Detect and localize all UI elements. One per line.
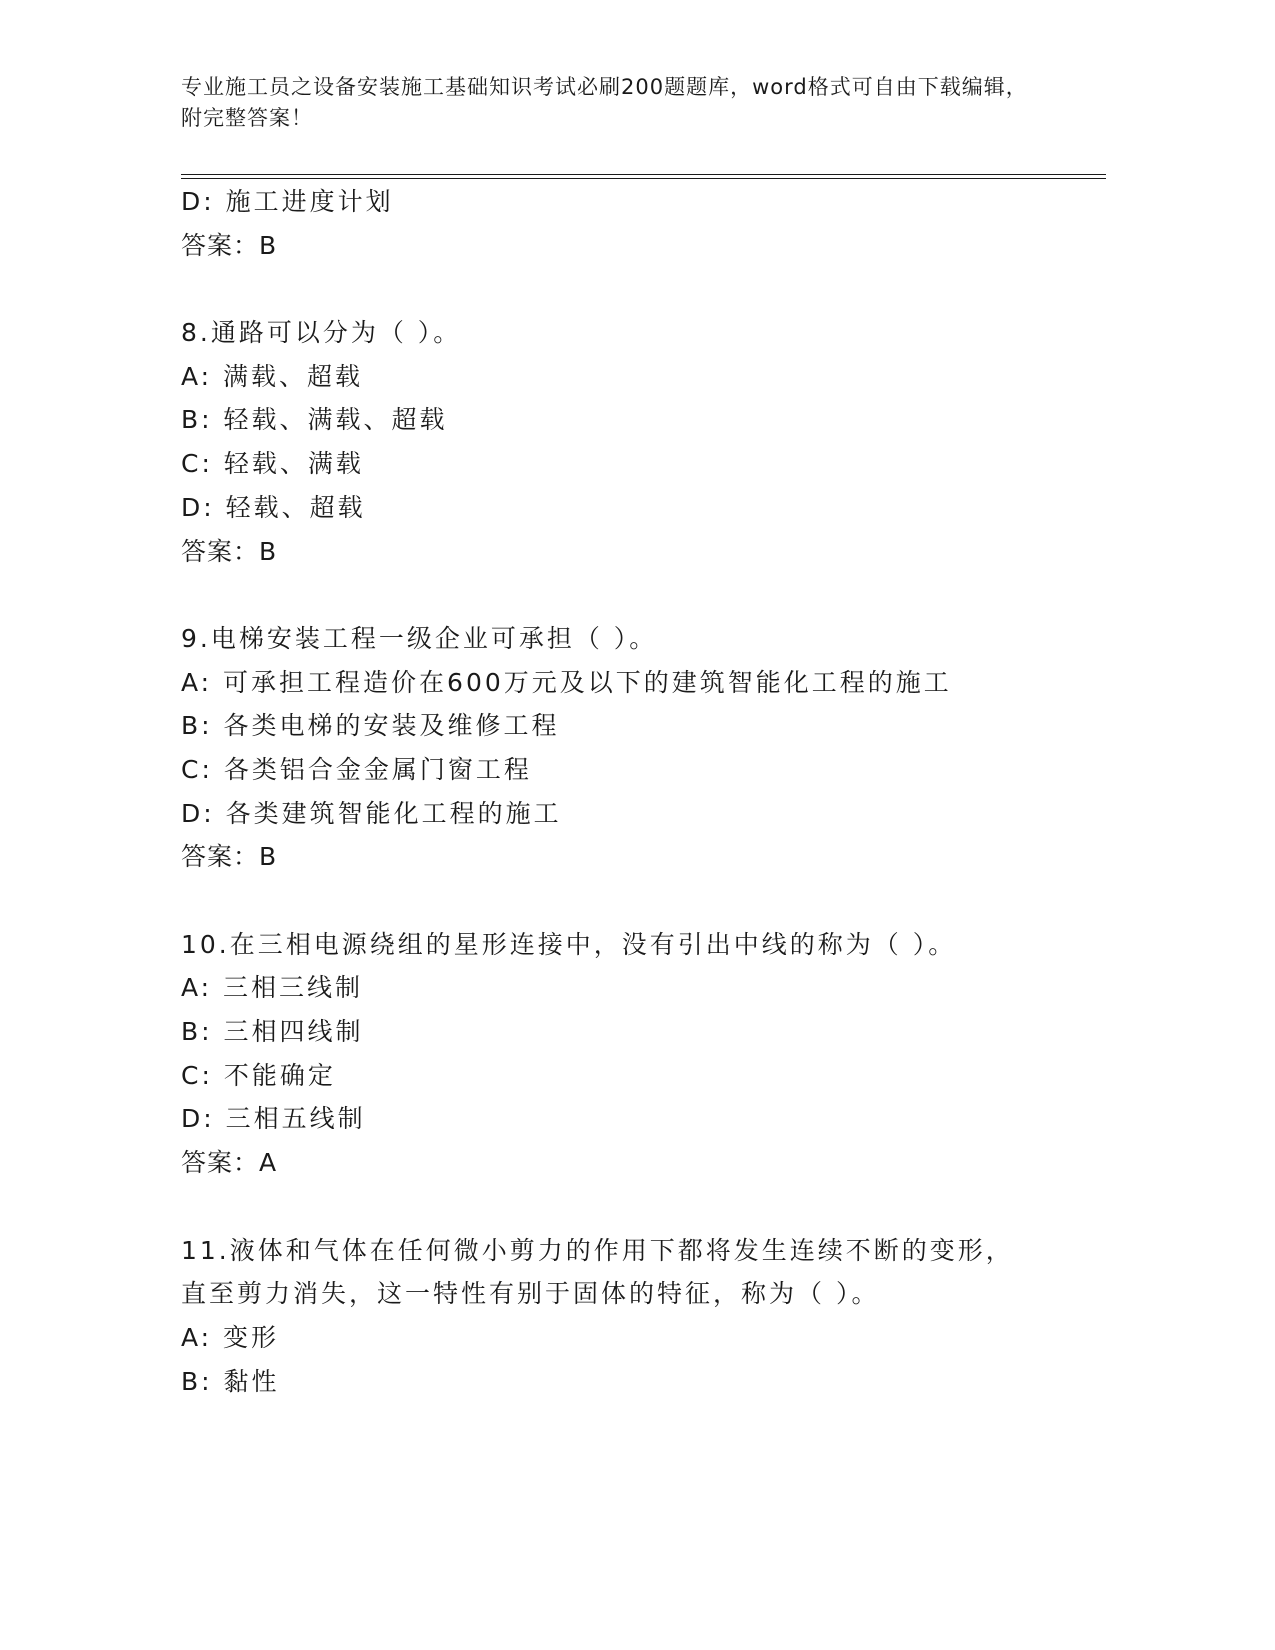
option-d: D: 三相五线制 <box>181 1104 366 1134</box>
spacer <box>181 573 1081 617</box>
spacer <box>181 879 1081 923</box>
answer: 答案：B <box>181 536 278 566</box>
option-d: D: 各类建筑智能化工程的施工 <box>181 798 562 828</box>
option-c: C: 轻载、满载 <box>181 449 364 479</box>
question-stem: 10.在三相电源绕组的星形连接中，没有引出中线的称为（ ）。 <box>181 929 957 959</box>
option-d: D: 轻载、超载 <box>181 492 366 522</box>
option-a: A: 可承担工程造价在600万元及以下的建筑智能化工程的施工 <box>181 667 952 697</box>
question-9 <box>181 617 1081 879</box>
question-stem: 8.通路可以分为（ ）。 <box>181 318 462 348</box>
option-a: A: 变形 <box>181 1322 280 1352</box>
option-a: A: 满载、超载 <box>181 361 364 391</box>
answer: 答案：B <box>181 842 278 872</box>
option-c: C: 各类铝合金金属门窗工程 <box>181 754 532 784</box>
question-11 <box>181 1229 1081 1404</box>
answer: 答案：B <box>181 230 278 260</box>
spacer <box>181 267 1081 311</box>
option-d: D: 施工进度计划 <box>181 187 394 216</box>
page-header <box>181 72 1041 134</box>
option-b: B: 黏性 <box>181 1366 280 1396</box>
question-7-continued <box>181 180 1081 267</box>
option-a: A: 三相三线制 <box>181 973 364 1003</box>
option-c: C: 不能确定 <box>181 1060 336 1090</box>
question-8 <box>181 311 1081 573</box>
option-b: B: 各类电梯的安装及维修工程 <box>181 711 560 741</box>
answer: 答案：A <box>181 1148 278 1178</box>
option-b: B: 轻载、满载、超载 <box>181 405 448 435</box>
header-double-rule <box>181 174 1106 179</box>
question-stem: 9.电梯安装工程一级企业可承担（ ）。 <box>181 623 658 653</box>
question-stem: 11.液体和气体在任何微小剪力的作用下都将发生连续不断的变形，直至剪力消失，这一特性有别于固体的特征，称为（ ）。 <box>181 1235 1014 1309</box>
document-title: 专业施工员之设备安装施工基础知识考试必刷200题题库，word格式可自由下载编辑，附完整答案！ <box>181 75 1028 130</box>
question-10 <box>181 923 1081 1185</box>
option-b: B: 三相四线制 <box>181 1017 364 1047</box>
spacer <box>181 1185 1081 1229</box>
question-list <box>181 180 1081 1403</box>
